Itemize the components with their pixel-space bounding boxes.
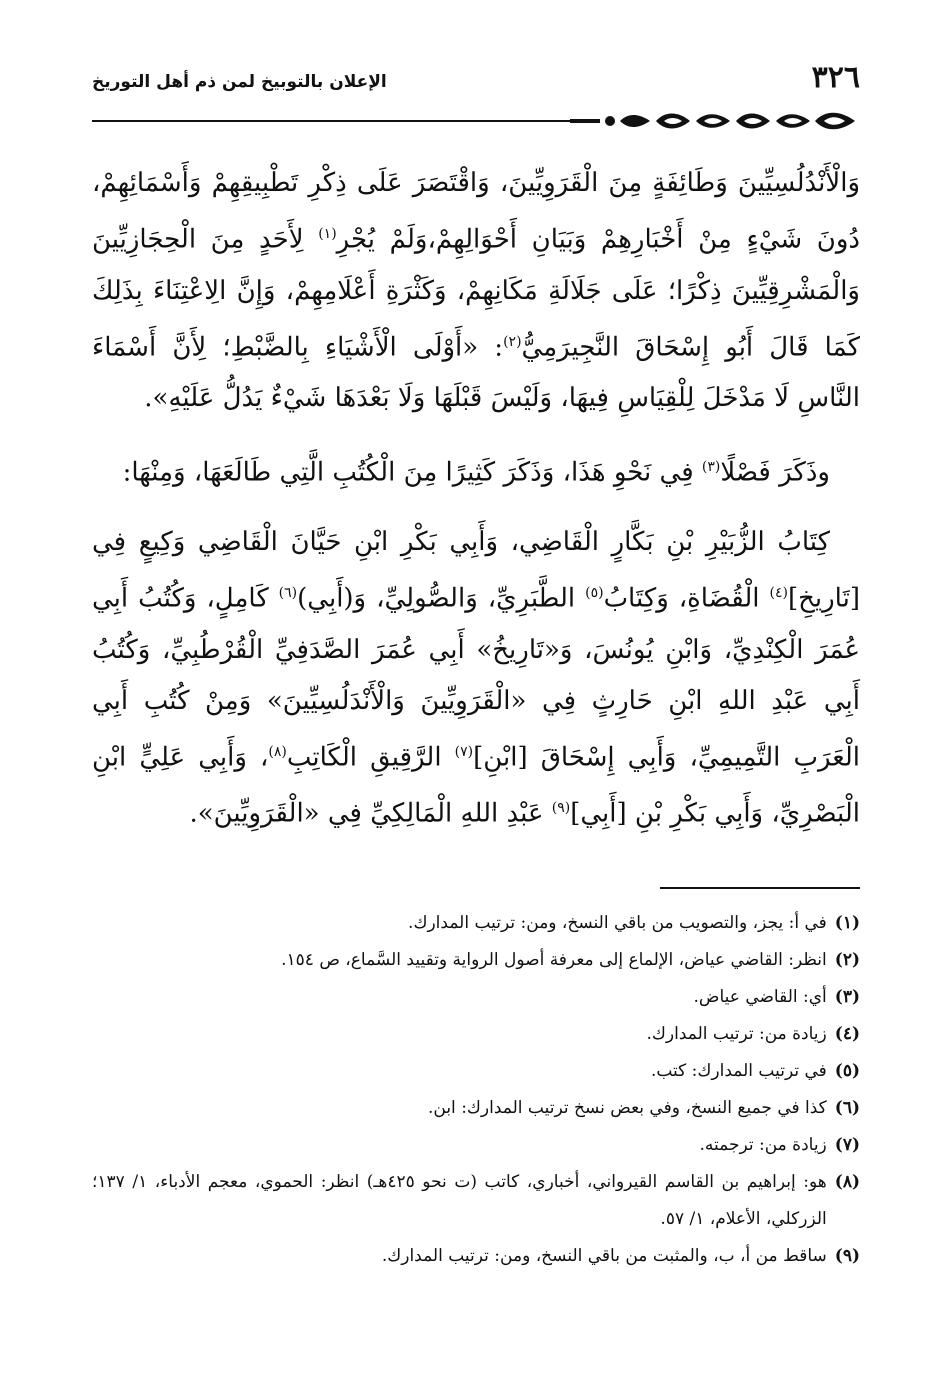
text-segment: عَبْدِ اللهِ الْمَالِكِيِّ فِي «الْقَرَوِيِّينَ». bbox=[189, 798, 552, 829]
text-segment: كِتَابُ الزُّبَيْرِ بْنِ بَكَّارٍ الْقَاضِي، وَأَبِي بَكْرِ ابْنِ حَيَّانَ الْقَاضِي وَكِيعٍ فِي [تَارِيخِ] bbox=[92, 526, 860, 614]
footnote-item bbox=[92, 942, 860, 979]
main-text bbox=[92, 158, 860, 858]
footnote-item bbox=[92, 1053, 860, 1090]
footnote-ref: (٦) bbox=[278, 584, 298, 601]
footnote-item bbox=[92, 1238, 860, 1275]
ornament-divider-icon bbox=[570, 108, 860, 134]
footnote-text: في أ: يجز، والتصويب من باقي النسخ، ومن: ترتيب المدارك. bbox=[408, 913, 827, 933]
footnote-number: (٦) bbox=[834, 1098, 860, 1118]
footnote-ref: (١) bbox=[318, 226, 337, 242]
footnote-item bbox=[92, 1016, 860, 1053]
footnote-number: (٨) bbox=[834, 1172, 860, 1192]
text-segment: الطَّبَرِيِّ، وَالصُّولِيِّ، وَ(أَبِي) bbox=[297, 583, 586, 614]
footnote-text: زيادة من: ترجمته. bbox=[699, 1135, 827, 1155]
footnote-number: (٧) bbox=[834, 1135, 860, 1155]
page-number: ٣٢٦ bbox=[811, 60, 860, 95]
footnote-number: (٢) bbox=[834, 950, 860, 970]
footnote-text: انظر: القاضي عياض، الإلماع إلى معرفة أصول الرواية وتقييد السَّماع، ص ١٥٤. bbox=[281, 950, 827, 970]
text-segment: فِي نَحْوِ هَذَا، وَذَكَرَ كَثِيرًا مِنَ الْكُتُبِ الَّتِي طَالَعَهَا، وَمِنْهَا: bbox=[122, 457, 702, 488]
footnote-ref: (٥) bbox=[585, 584, 604, 601]
footnote-text: ساقط من أ، ب، والمثبت من باقي النسخ، ومن: ترتيب المدارك. bbox=[381, 1246, 827, 1266]
footnote-text: كذا في جميع النسخ، وفي بعض نسخ ترتيب المدارك: ابن. bbox=[427, 1098, 827, 1118]
text-segment: الْقُضَاةِ، وَكِتَابُ bbox=[603, 583, 770, 614]
footnote-number: (٥) bbox=[834, 1061, 860, 1081]
book-title: الإعلان بالتوبيخ لمن ذم أهل التوريخ bbox=[92, 72, 387, 92]
footnote-text: أي: القاضي عياض. bbox=[693, 987, 827, 1007]
text-segment: لِأَحَدٍ مِنَ الْحِجَازِيِّينَ وَالْمَشْرِقِيِّينَ ذِكْرًا؛ عَلَى جَلَالَةِ مَكَانِهِمْ، وَكَثْرَةِ أَعْلَامِهِمْ، وَإِنَّ الِاعْتِنَاءَ بِذَلِكَ كَمَا قَالَ أَبُو إِسْحَاقَ النَّجِيرَمِيُّ bbox=[92, 224, 860, 363]
text-segment: : «أَوْلَى الْأَشْيَاءِ بِالضَّبْطِ؛ لِأَنَّ أَسْمَاءَ النَّاسِ لَا مَدْخَلَ لِلْقِيَاسِ فِيهَا، وَلَيْسَ قَبْلَهَا وَلَا بَعْدَهَا شَيْءٌ يَدُلُّ عَلَيْهِ». bbox=[92, 332, 860, 414]
footnote-ref: (٣) bbox=[701, 459, 721, 476]
footnote-item bbox=[92, 1090, 860, 1127]
footnote-text: هو: إبراهيم بن القاسم القيرواني، أخباري، كاتب (ت نحو ٤٢٥هـ) انظر: الحموي، معجم الأدباء، ١/ ١٣٧؛ الزركلي، الأعلام، ١/ ٥٧. bbox=[92, 1172, 827, 1229]
footnote-text: زيادة من: ترتيب المدارك. bbox=[646, 1024, 827, 1044]
footnote-number: (٩) bbox=[834, 1246, 860, 1266]
footnote-separator bbox=[660, 887, 860, 889]
text-segment: ، وَأَبِي عَلِيٍّ ابْنِ الْبَصْرِيِّ، وَأَبِي بَكْرِ بْنِ [أَبِي] bbox=[92, 742, 860, 829]
footnote-ref: (٧) bbox=[454, 743, 474, 760]
paragraph-3 bbox=[92, 517, 860, 840]
text-segment: كَامِلٍ، وَكُتُبُ أَبِي عُمَرَ الْكِنْدِيِّ، وَابْنِ يُونُسَ، وَ«تَارِيخُ» أَبِي عُمَرَ الصَّدَفِيِّ الْقُرْطُبِيِّ، وَكُتُبُ أَبِي عَبْدِ اللهِ ابْنِ حَارِثٍ فِي «الْقَرَوِيِّينَ وَالْأَنْدَلُسِيِّينَ» وَمِنْ كُتُبِ أَبِي الْعَرَبِ التَّمِيمِيِّ، وَأَبِي إِسْحَاقَ [ابْنِ] bbox=[92, 583, 860, 773]
footnote-item bbox=[92, 979, 860, 1016]
footnote-text: في ترتيب المدارك: كتب. bbox=[650, 1061, 827, 1081]
footnote-item bbox=[92, 905, 860, 942]
paragraph-1 bbox=[92, 158, 860, 424]
text-segment: وذَكَرَ فَصْلًا bbox=[720, 457, 830, 488]
footnote-item bbox=[92, 1164, 860, 1238]
footnote-ref: (٩) bbox=[551, 800, 571, 817]
header-rule bbox=[92, 120, 572, 122]
paragraph-2 bbox=[92, 442, 860, 499]
footnote-ref: (٢) bbox=[503, 333, 522, 350]
footnotes bbox=[92, 905, 860, 1275]
page-header bbox=[92, 60, 860, 130]
footnote-item bbox=[92, 1127, 860, 1164]
footnote-number: (١) bbox=[834, 913, 860, 933]
footnote-ref: (٤) bbox=[769, 584, 788, 601]
footnote-ref: (٨) bbox=[268, 743, 287, 760]
text-segment: الرَّقِيقِ الْكَاتِبِ bbox=[286, 742, 455, 773]
text-segment: وَالْأَنْدُلُسِيِّينَ وَطَائِفَةٍ مِنَ الْقَرَوِيِّينَ، وَاقْتَصَرَ عَلَى ذِكْرِ تَطْبِيقِهِمْ وَأَسْمَائِهِمْ، دُونَ شَيْءٍ مِنْ أَخْبَارِهِمْ وَبَيَانِ أَحْوَالِهِمْ،وَلَمْ يُجْرِ bbox=[92, 168, 861, 255]
footnote-number: (٤) bbox=[834, 1024, 860, 1044]
footnote-number: (٣) bbox=[834, 987, 860, 1007]
